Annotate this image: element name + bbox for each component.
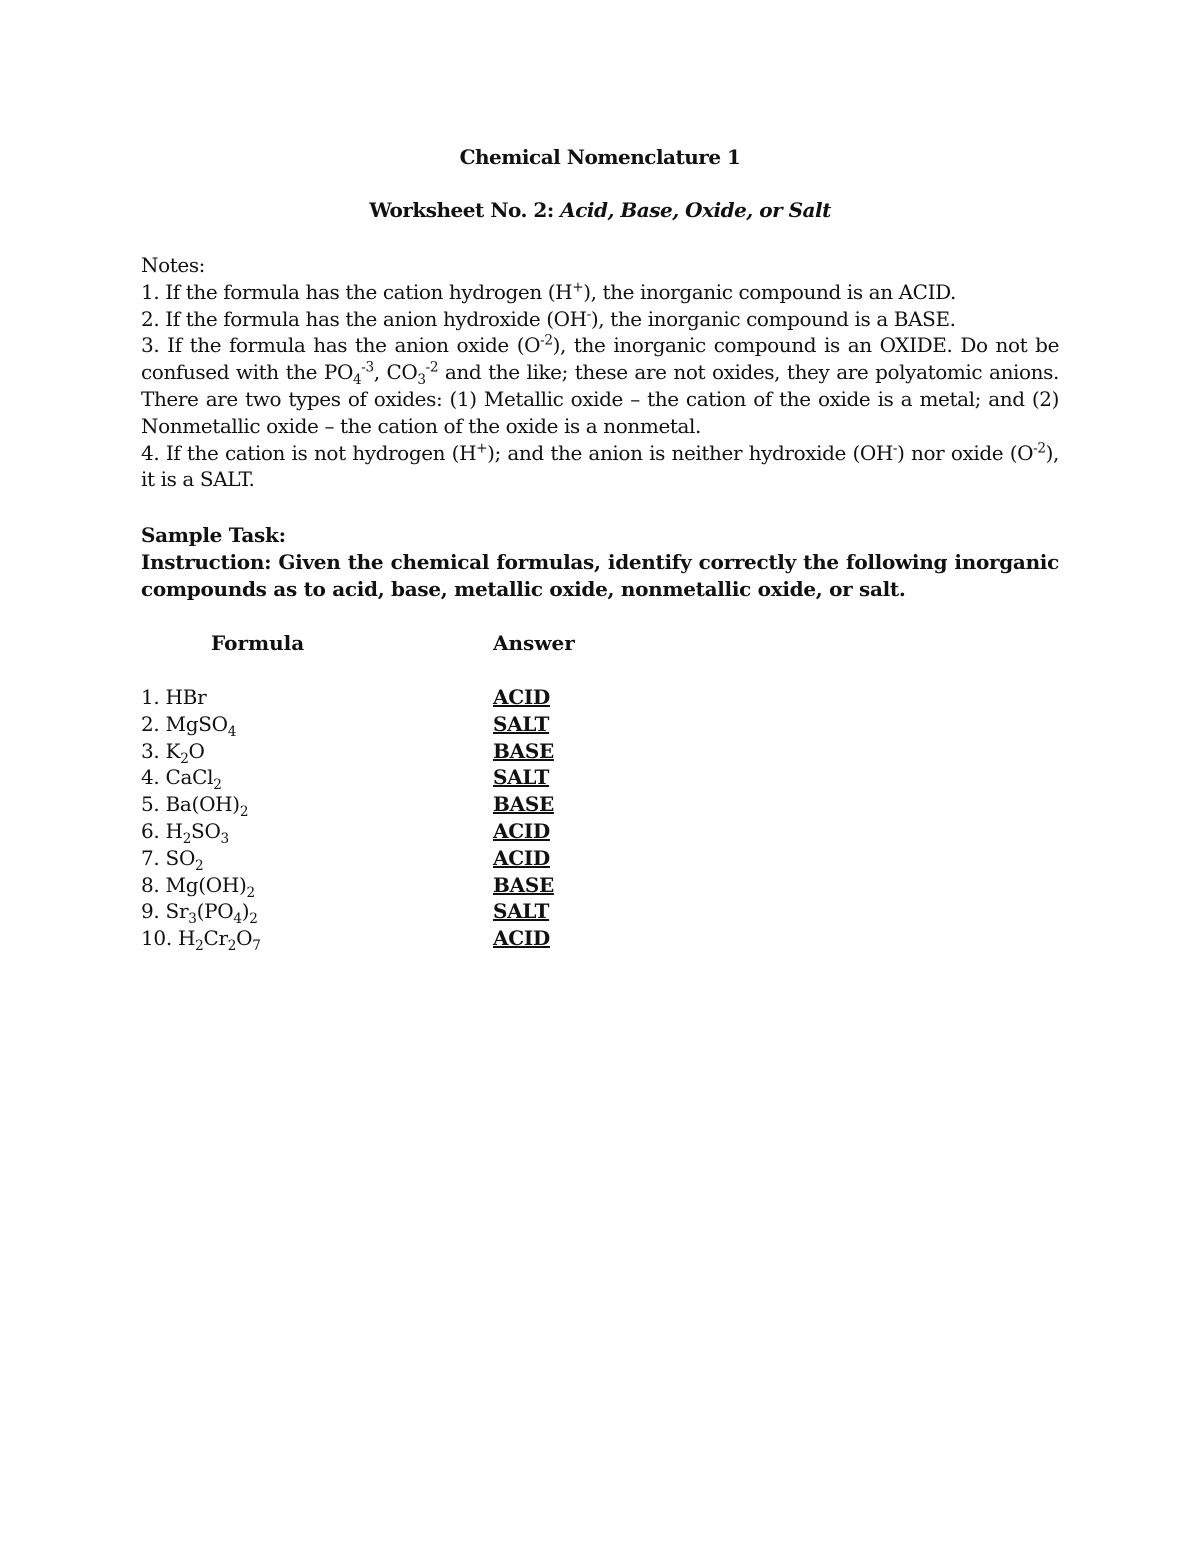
answer-cell: ACID — [493, 818, 550, 843]
answer-cell: SALT — [493, 899, 550, 924]
table-row — [141, 764, 841, 794]
formula-cell: 2. MgSO$_4$ — [141, 711, 237, 740]
formula-cell: 5. $Ba(OH)_2$ — [141, 792, 249, 821]
note-2: 2. If the formula has the anion hydroxide (OH-), the inorganic compound is a BASE. — [141, 305, 956, 331]
answer-cell: BASE — [493, 738, 554, 763]
formula-column-header: Formula — [211, 631, 305, 655]
formula-cell: 4. CaCl$_2$ — [141, 765, 222, 794]
table-row — [141, 791, 841, 821]
answer-cell: SALT — [493, 765, 550, 790]
formula-cell: 9. $Sr_3(PO_4)_2$ — [141, 899, 258, 928]
answer-cell: ACID — [493, 685, 550, 709]
answer-cell: SALT — [493, 711, 550, 736]
formula-cell: 10. $H_2Cr_2O_7$ — [141, 926, 261, 955]
task-instruction: Instruction: Given the chemical formulas, identify correctly the following inorganic compounds as to acid, base, metallic oxide, nonmetallic oxide, or salt. — [141, 549, 1059, 601]
table-row — [141, 898, 841, 928]
answer-cell: ACID — [493, 845, 550, 870]
note-3: 3. If the formula has the anion oxide $(O^{-2})$, the inorganic compound is an OXIDE. Do not be confused with the $PO_4^{-3}$, $CO_3^{-2}$ and the like; these are not oxides, they are polyatomic anions. There are two types of oxides: (1) Metallic oxide – the cation of the oxide is a metal; and (2) Nonmetallic oxide – the cation of the oxide is a nonmetal. — [141, 332, 1059, 438]
answer-cell: BASE — [493, 872, 554, 897]
table-row — [141, 845, 841, 872]
formula-cell: 8. $Mg(OH)_2$ — [141, 872, 255, 901]
note-1: 1. If the formula has the cation hydrogen (H+), the inorganic compound is an ACID. — [141, 279, 956, 304]
table-row — [141, 711, 841, 738]
table-row — [141, 925, 841, 955]
answer-column-header: Answer — [493, 631, 575, 655]
table-row — [141, 872, 841, 899]
document-title: Chemical Nomenclature 1 — [459, 145, 741, 169]
note-4: 4. If the cation is not hydrogen (H+); and the anion is neither hydroxide (OH-) nor oxide $(O^{-2})$, it is a SALT. — [141, 439, 1059, 492]
table-row — [141, 684, 841, 711]
formula-cell: 7. $SO_2$ — [141, 845, 204, 874]
subtitle-topic: Acid, Base, Oxide, or Salt — [560, 198, 831, 222]
subtitle-prefix: Worksheet No. 2: — [369, 198, 561, 222]
sample-task-section — [141, 522, 1059, 602]
worksheet-subtitle — [0, 198, 1200, 222]
sample-task-heading: Sample Task: — [141, 523, 286, 547]
formula-cell: 1. HBr — [141, 685, 207, 709]
answer-cell: ACID — [493, 926, 550, 951]
formula-cell: 3. $K_2O$ — [141, 738, 205, 767]
notes-section — [141, 252, 1059, 493]
table-row — [141, 818, 841, 845]
answer-table — [141, 684, 841, 955]
answer-cell: BASE — [493, 792, 554, 817]
formula-cell: 6. $H_2SO_3$ — [141, 818, 229, 847]
table-row — [141, 738, 841, 765]
notes-label: Notes: — [141, 253, 206, 277]
